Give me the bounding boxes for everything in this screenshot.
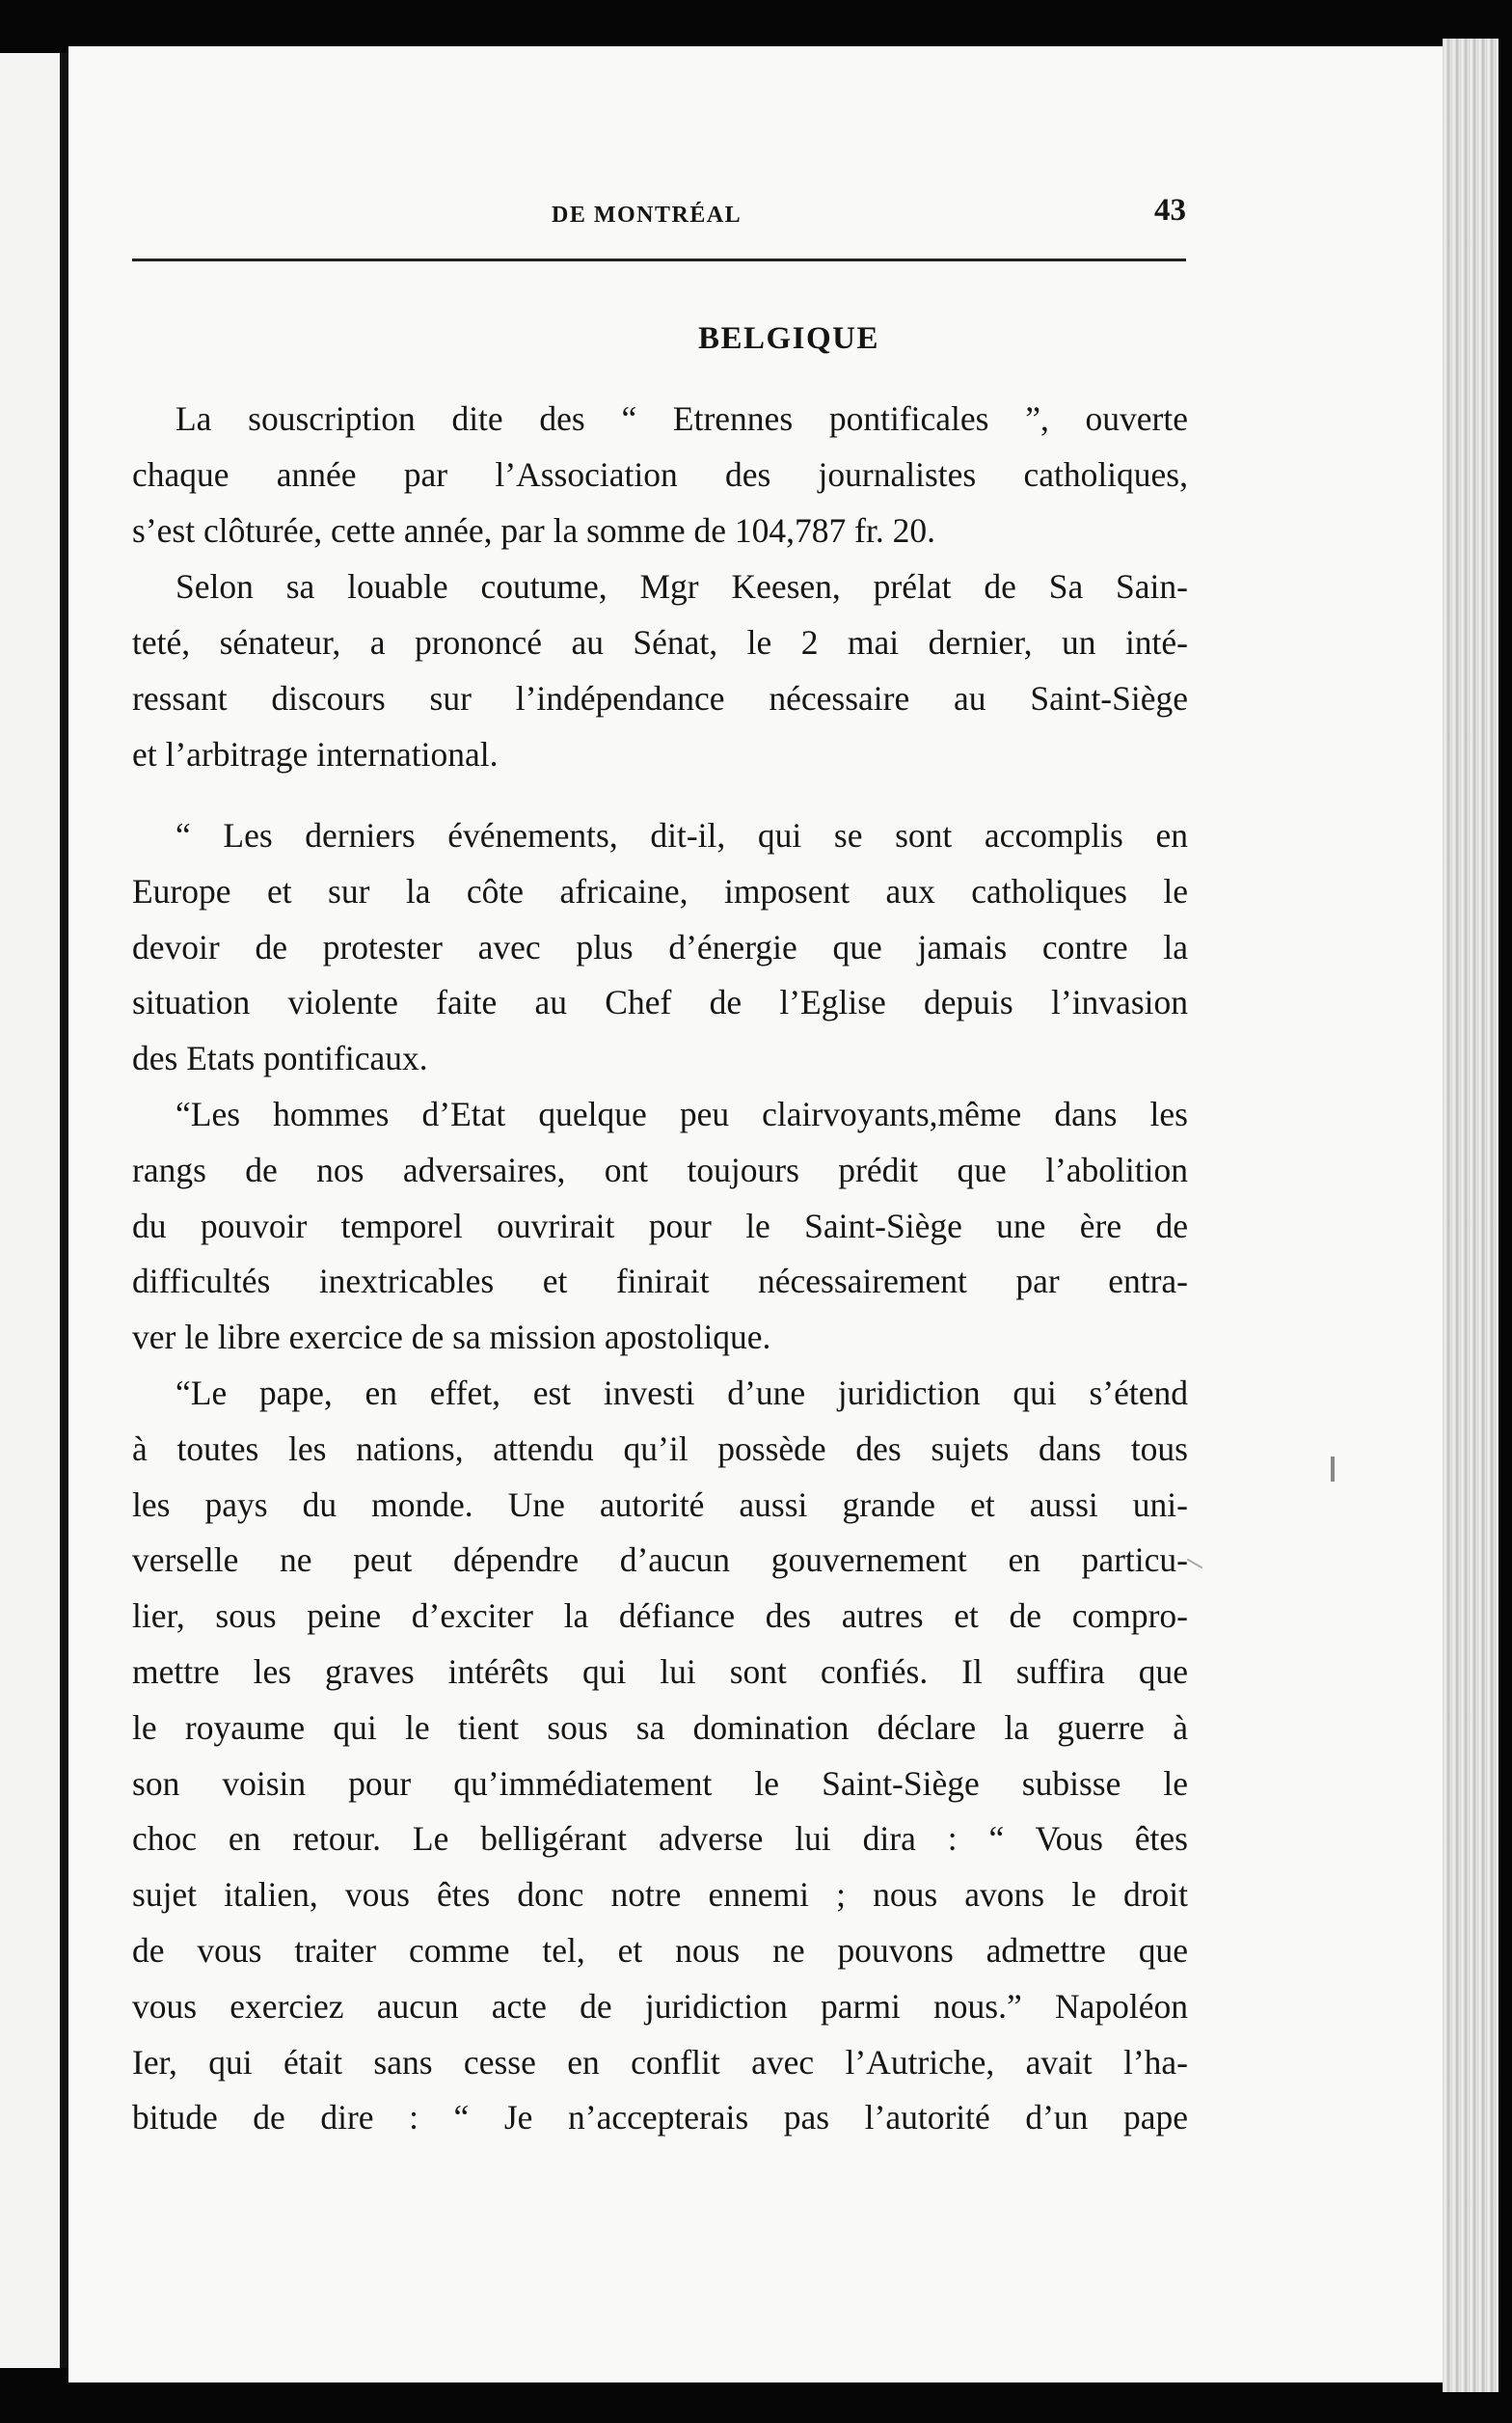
text-line: verselle ne peut dépendre d’aucun gouvernement en particu- [132,1540,1188,1580]
text-line: difficultés inextricables et finirait nécessairement par entra- [132,1262,1188,1301]
text-line: les pays du monde. Une autorité aussi grande et aussi uni- [132,1484,1188,1524]
text-line: “Le pape, en effet, est investi d’une juridiction qui s’étend [176,1373,1188,1412]
text-line: son voisin pour qu’immédiatement le Saint-Siège subisse le [132,1763,1188,1803]
text-line: ressant discours sur l’indépendance nécessaire au Saint-Siège [132,679,1188,718]
text-line: mettre les graves intérêts qui lui sont confiés. Il suffira que [132,1651,1188,1691]
text-line: choc en retour. Le belligérant adverse lui dira : “ Vous êtes [132,1819,1188,1859]
text-line: Ier, qui était sans cesse en conflit avec l’Autriche, avait l’ha- [132,2042,1188,2082]
text-line: rangs de nos adversaires, ont toujours prédit que l’abolition [132,1150,1188,1189]
text-line: s’est clôturée, cette année, par la somme de 104,787 fr. 20. [132,511,935,550]
text-line: “Les hommes d’Etat quelque peu clairvoyants,même dans les [176,1094,1188,1133]
text-line: de vous traiter comme tel, et nous ne pouvons admettre que [132,1930,1188,1970]
text-line: à toutes les nations, attendu qu’il possède des sujets dans tous [132,1429,1188,1468]
scan-mark [1331,1457,1335,1482]
text-line: situation violente faite au Chef de l’Eglise depuis l’invasion [132,983,1188,1022]
page-number: 43 [1154,193,1186,228]
text-line: “ Les derniers événements, dit-il, qui se sont accomplis en [176,816,1188,855]
text-line: du pouvoir temporel ouvrirait pour le Saint-Siège une ère de [132,1206,1188,1245]
paragraphs-belgique [132,391,1188,782]
running-title: DE MONTRÉAL [552,203,742,228]
text-line: et l’arbitrage international. [132,735,499,774]
speech-quotation [132,808,1188,2146]
text-line: ver le libre exercice de sa mission apostolique. [132,1318,771,1357]
text-line: lier, sous peine d’exciter la défiance des autres et de compro- [132,1596,1188,1636]
text-line: Selon sa louable coutume, Mgr Keesen, prélat de Sa Sain- [176,567,1188,606]
text-line: Europe et sur la côte africaine, imposent aux catholiques le [132,871,1188,911]
page-header [132,191,1186,261]
text-line: sujet italien, vous êtes donc notre ennemi ; nous avons le droit [132,1875,1188,1915]
text-line: devoir de protester avec plus d’énergie que jamais contre la [132,927,1188,966]
text-line: des Etats pontificaux. [132,1039,428,1078]
previous-page-edge [0,53,60,2368]
text-line: teté, sénateur, a prononcé au Sénat, le 2 mai dernier, un inté- [132,623,1188,662]
text-line: chaque année par l’Association des journalistes catholiques, [132,455,1188,494]
page-stack-edge [1443,39,1498,2392]
text-line: vous exerciez aucun acte de juridiction parmi nous.” Napoléon [132,1986,1188,2026]
text-line: La souscription dite des “ Etrennes pontificales ”, ouverte [176,399,1188,438]
text-line: bitude de dire : “ Je n’accepterais pas l’autorité d’un pape [132,2098,1188,2137]
section-heading: BELGIQUE [697,321,880,356]
book-gutter [60,53,68,2368]
text-line: le royaume qui le tient sous sa domination déclare la guerre à [132,1707,1188,1747]
